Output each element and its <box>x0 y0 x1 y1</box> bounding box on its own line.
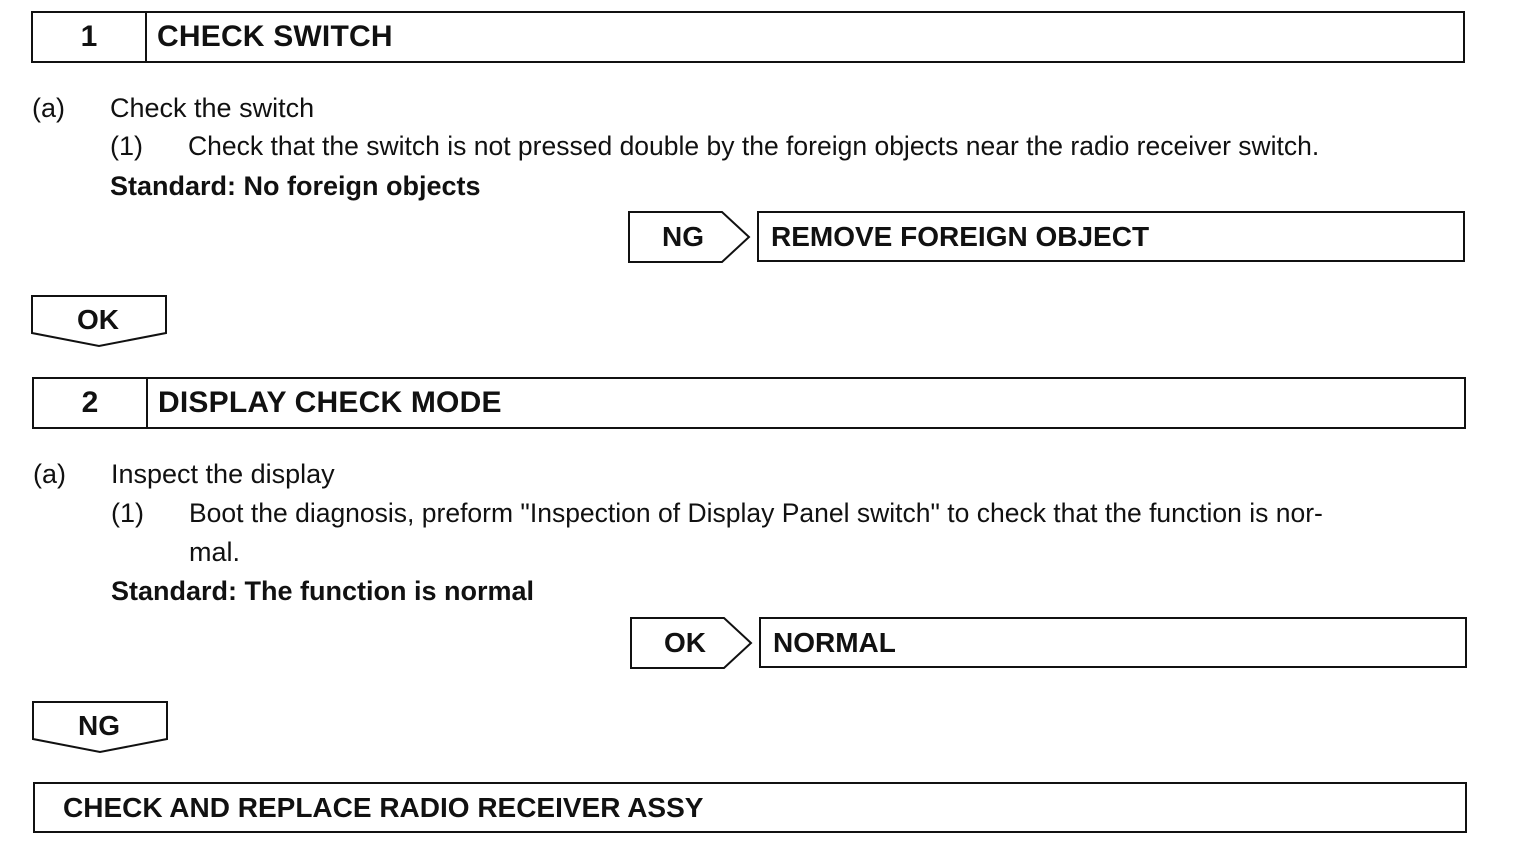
step-2-ok-label: OK <box>664 627 706 658</box>
step-1-ng-result: REMOVE FOREIGN OBJECT <box>771 220 1150 252</box>
step-2-number: 2 <box>34 379 148 427</box>
step-1-ok-label: OK <box>77 304 119 335</box>
step-1-standard: Standard: No foreign objects <box>110 171 481 201</box>
step-2-item-text: Inspect the display <box>111 459 335 489</box>
step-2-item-label: (a) <box>33 459 66 489</box>
step-2-ng-label: NG <box>78 710 120 741</box>
step-1-sub-label: (1) <box>110 131 143 161</box>
final-action-text: CHECK AND REPLACE RADIO RECEIVER ASSY <box>63 791 704 823</box>
step-2-standard: Standard: The function is normal <box>111 576 535 606</box>
final-action-box <box>33 782 1467 833</box>
step-1-sub-text: Check that the switch is not pressed double by the foreign objects near the radio receiver switch. <box>188 131 1320 161</box>
step-1-header <box>31 11 1465 63</box>
step-1-number: 1 <box>33 13 147 61</box>
step-2-ok-result: NORMAL <box>773 626 896 658</box>
step-1-item-label: (a) <box>32 93 65 123</box>
step-2-header <box>32 377 1466 429</box>
step-1-item-text: Check the switch <box>110 93 315 123</box>
step-2-sub-text-line1: Boot the diagnosis, preform "Inspection of Display Panel switch" to check that the function is nor- <box>189 498 1323 528</box>
step-1-title: CHECK SWITCH <box>157 20 393 53</box>
step-2-title: DISPLAY CHECK MODE <box>158 386 502 419</box>
step-2-ok-result-box <box>759 617 1467 668</box>
step-2-sub-label: (1) <box>111 498 144 528</box>
step-2-sub-text-line2: mal. <box>189 537 241 567</box>
step-1-ng-result-box <box>757 211 1465 262</box>
step-1-ng-label: NG <box>662 221 704 252</box>
